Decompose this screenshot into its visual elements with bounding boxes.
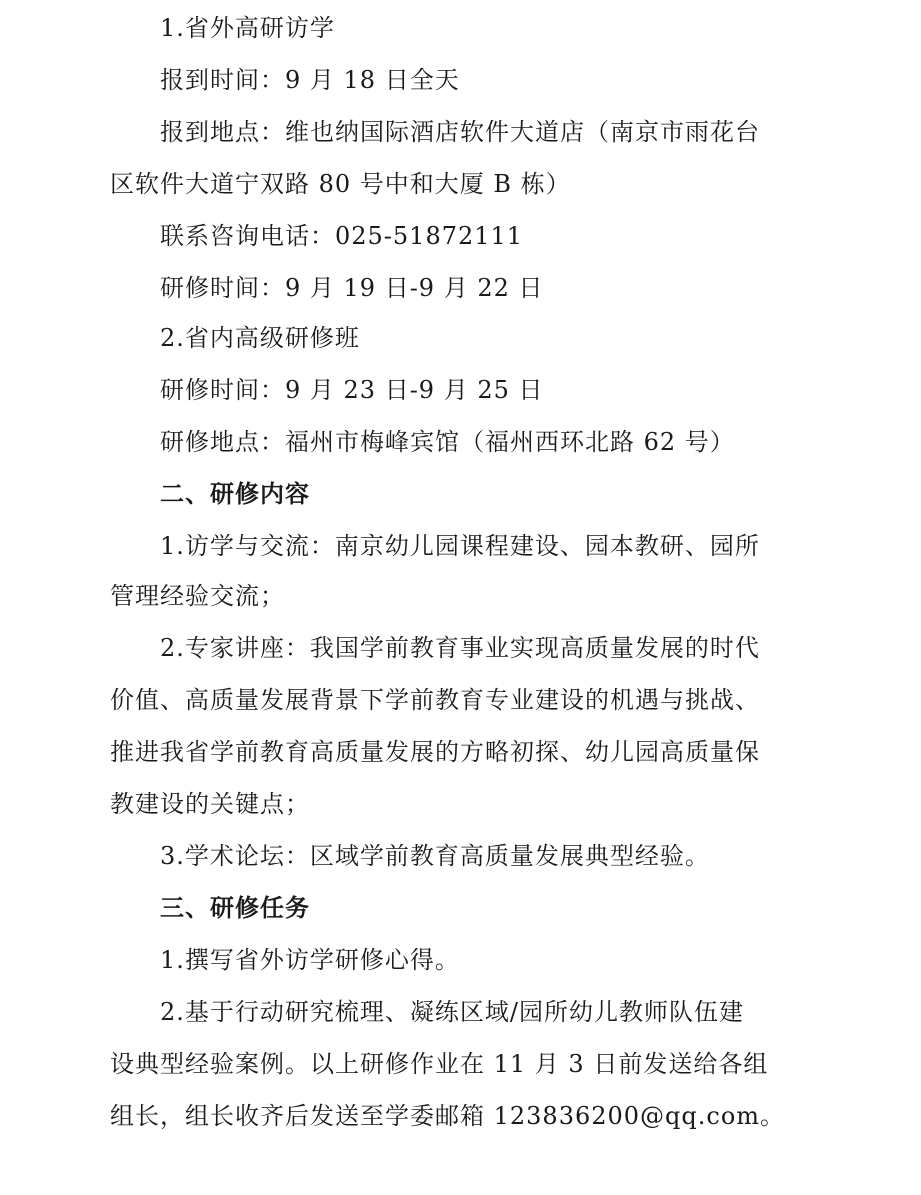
report-time: 报到时间：9 月 18 日全天	[160, 66, 460, 94]
content-item-3: 3.学术论坛：区域学前教育高质量发展典型经验。	[160, 842, 710, 870]
contact-phone: 联系咨询电话：025-51872111	[160, 222, 524, 250]
task-item-1: 1.撰写省外访学研修心得。	[160, 946, 460, 974]
study-time-2: 研修时间：9 月 23 日-9 月 25 日	[160, 376, 544, 404]
item-title-in-province-class: 2.省内高级研修班	[160, 324, 360, 352]
task-item-2-line-3: 组长，组长收齐后发送至学委邮箱 123836200@qq.com。	[110, 1102, 786, 1130]
content-item-1-line-1: 1.访学与交流：南京幼儿园课程建设、园本教研、园所	[160, 532, 760, 560]
content-item-2-line-2: 价值、高质量发展背景下学前教育专业建设的机遇与挑战、	[110, 686, 760, 714]
content-item-1-line-2: 管理经验交流；	[110, 582, 285, 610]
study-time-1: 研修时间：9 月 19 日-9 月 22 日	[160, 274, 544, 302]
content-item-2-line-1: 2.专家讲座：我国学前教育事业实现高质量发展的时代	[160, 634, 760, 662]
report-place-line-2: 区软件大道宁双路 80 号中和大厦 B 栋）	[110, 170, 571, 198]
report-place-line-1: 报到地点：维也纳国际酒店软件大道店（南京市雨花台	[160, 118, 760, 146]
section-heading-tasks: 三、研修任务	[160, 894, 310, 922]
section-heading-content: 二、研修内容	[160, 480, 310, 508]
content-item-2-line-4: 教建设的关键点；	[110, 790, 310, 818]
task-item-2-line-2: 设典型经验案例。以上研修作业在 11 月 3 日前发送给各组	[110, 1050, 769, 1078]
content-item-2-line-3: 推进我省学前教育高质量发展的方略初探、幼儿园高质量保	[110, 738, 760, 766]
study-place-2: 研修地点：福州市梅峰宾馆（福州西环北路 62 号）	[160, 428, 735, 456]
item-title-out-of-province-study: 1.省外高研访学	[160, 14, 335, 42]
task-item-2-line-1: 2.基于行动研究梳理、凝练区域/园所幼儿教师队伍建	[160, 998, 744, 1026]
